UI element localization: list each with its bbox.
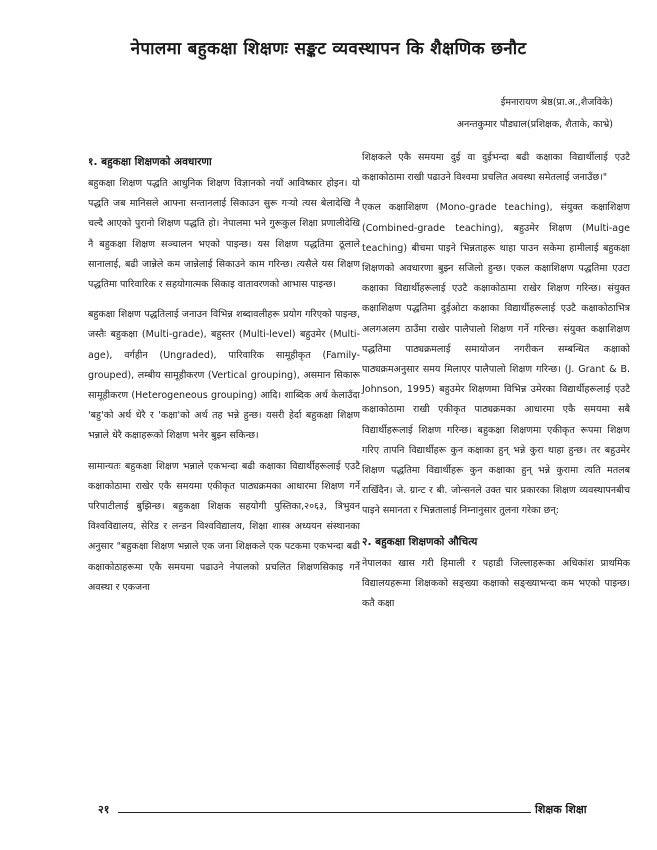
paragraph: बहुकक्षा शिक्षण पद्धति आधुनिक शिक्षण विज्ञानको नयाँ आविष्कार होइन। यो पद्धति जब मानिसले आफ्ना सन्तानलाई सिकाउन सुरू गर्‍यो त्यस बेलादेखि नै चल्दै आएको पुरानो शिक्षण पद्धति हो। नेपालमा भने गुरूकुल शिक्षा प्रणालीदेखि नै बहुकक्षा शिक्षण सञ्चालन भएको पाइन्छ। यस शिक्षण पद्धतिमा ठूलाले सानालाई, बढी जान्नेले कम जान्नेलाई सिकाउने काम गरिन्छ। त्यसैले यस शिक्षण पद्धतिमा पारिवारिक र सहयोगात्मक सिकाइ वातावरणको आभास पाइन्छ।: [88, 178, 360, 291]
paragraph: नेपालका खास गरी हिमाली र पहाडी जिल्लाहरूका अधिकांश प्राथमिक विद्यालयहरूमा शिक्षकको सङ्ख्या कक्षाको सङ्ख्याभन्दा कम भएको पाइन्छ। कतै कक्षा: [362, 557, 630, 610]
paragraph: बहुकक्षा शिक्षण पद्धतिलाई जनाउन विभिन्न शब्दावलीहरू प्रयोग गरिएको पाइन्छ, जस्तैः बहुकक्षा (Multi-grade), बहुस्तर (Multi-level) बहुउमेर (Multi-age), वर्गहीन (Ungraded), पारिवारिक सामूहीकृत (Family-grouped), लम्बीय सामूहीकरण (Vertical grouping), असमान सिकारू सामूहीकरण (Heterogeneous grouping) आदि। शाब्दिक अर्थ केलाउँदा 'बहु'को अर्थ धेरै र 'कक्षा'को अर्थ तह भन्ने हुन्छ। यसरी हेर्दा बहुकक्षा शिक्षण भन्नाले धेरै कक्षाहरूको शिक्षण भनेर बुझ्न सकिन्छ।: [88, 309, 360, 442]
page-number: २१: [98, 802, 113, 817]
footer-rule: [118, 812, 531, 813]
author-1: ईमनारायण श्रेष्ठ(प्रा.अ.,शैजविके): [500, 97, 613, 108]
left-column: [88, 152, 360, 598]
journal-name: शिक्षक शिक्षा: [531, 802, 587, 817]
paragraph: एकल कक्षाशिक्षण (Mono-grade teaching), संयुक्त कक्षाशिक्षण (Combined-grade teaching), बहुउमेर शिक्षण (Multi-age teaching) बीचमा पाइने भिन्नताहरू थाहा पाउन सकेमा हामीलाई बहुकक्षा शिक्षणको अवधारणा बुझ्न सजिलो हुन्छ। एकल कक्षाशिक्षण पद्धतिमा एउटा कक्षाका विद्यार्थीहरूलाई एउटै कक्षाकोठामा राखेर शिक्षण गरिन्छ। संयुक्त कक्षाशिक्षण पद्धतिमा दुईओटा कक्षाका विद्यार्थीहरूलाई एउटै कक्षाकोठाभित्र अलगअलग ठाउँमा राखेर पालैपालो शिक्षण गर्ने गरिन्छ। संयुक्त कक्षाशिक्षण पद्धतिमा पाठ्यक्रमलाई समायोजन नगरीकन सम्बन्धित कक्षाको पाठ्यक्रमअनुसार समय मिलाएर पालैपालो शिक्षण गरिन्छ। (J. Grant & B. Johnson, 1995) बहुउमेर शिक्षणमा विभिन्न उमेरका विद्यार्थीहरूलाई एउटै कक्षाकोठामा राखी एकीकृत पाठ्यक्रमका आधारमा एकै समयमा सबै विद्यार्थीहरूलाई शिक्षण गरिन्छ। बहुकक्षा शिक्षणमा एकीकृत रूपमा शिक्षण गरिए तापनि विद्यार्थीहरू कुन कक्षाका हुन् भन्ने कुरा थाहा हुन्छ। तर बहुउमेर शिक्षण पद्धतिमा विद्यार्थीहरू कुन कक्षाका हुन् भन्ने कुरामा त्यति मतलब राखिँदैन। जे. ग्रान्ट र बी. जोन्सनले उक्त चार प्रकारका शिक्षण व्यवस्थापनबीच पाइने समानता र भिन्नतालाई निम्नानुसार तुलना गरेका छन्:: [362, 202, 630, 517]
article-title: नेपालमा बहुकक्षा शिक्षणः सङ्कट व्यवस्थापन कि शैक्षणिक छनौट: [130, 39, 527, 59]
section-heading-1: १. बहुकक्षा शिक्षणको अवधारणा: [88, 156, 212, 168]
paragraph: शिक्षकले एकै समयमा दुई वा दुईभन्दा बढी कक्षाका विद्यार्थीलाई एउटै कक्षाकोठामा राखी पढाउने विश्वमा प्रचलित अवस्था समेतलाई जनाउँछ।": [362, 152, 630, 184]
author-2: अनन्तकुमार पौड्याल(प्रशिक्षक, शैताके, काभ्रे): [456, 119, 613, 130]
right-column: [362, 148, 630, 614]
author-block: [313, 92, 613, 136]
paragraph: सामान्यतः बहुकक्षा शिक्षण भन्नाले एकभन्दा बढी कक्षाका विद्यार्थीहरूलाई एउटै कक्षाकोठामा राखेर एकै समयमा एकीकृत पाठ्यक्रमका आधारमा शिक्षण गर्ने परिपाटीलाई बुझिन्छ। बहुकक्षा शिक्षक सहयोगी पुस्तिका,२०६३, त्रिभुवन विश्वविद्यालय, सेरिड र लन्डन विश्वविद्यालय, शिक्षा शास्त्र अध्ययन संस्थानका अनुसार "बहुकक्षा शिक्षण भन्नाले एक जना शिक्षकले एक पटकमा एकभन्दा बढी कक्षाकोठाहरूमा एकै समयमा पढाउने नेपालको प्रचलित शिक्षणसिकाइ गर्ने अवस्था र एकजना: [88, 460, 360, 593]
section-heading-2: २. बहुकक्षा शिक्षणको औचित्य: [362, 535, 478, 548]
